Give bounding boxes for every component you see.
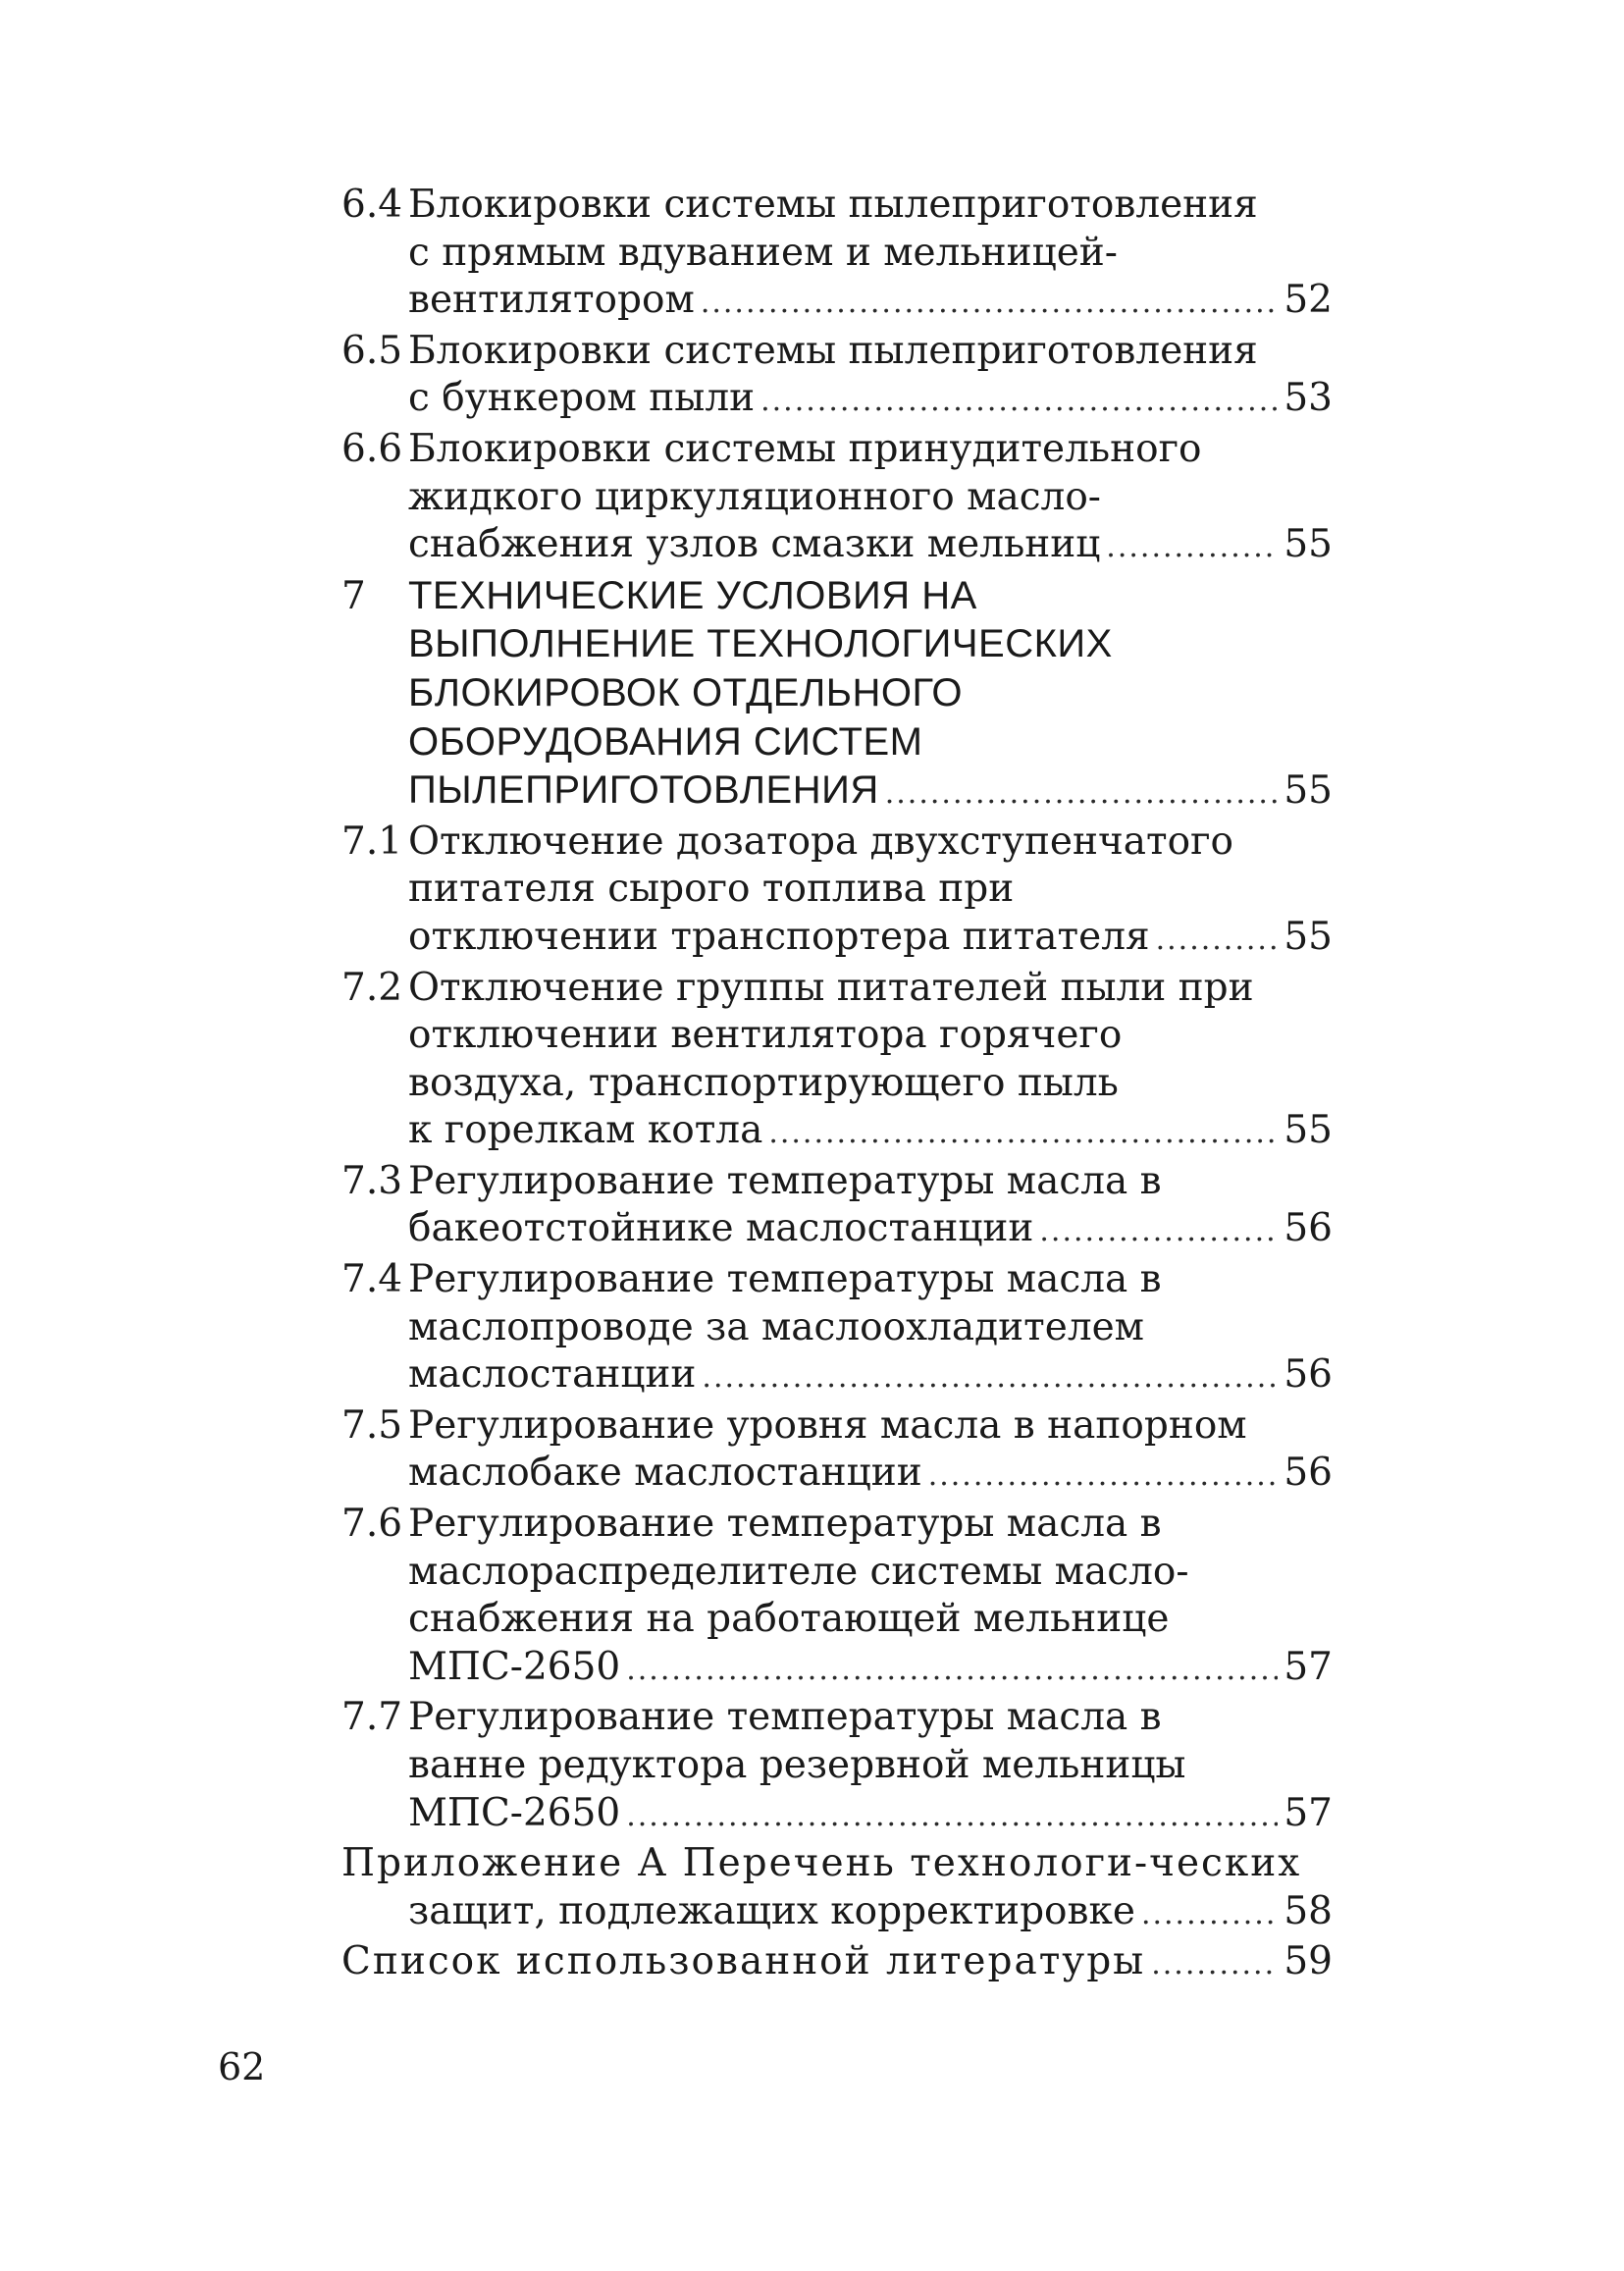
toc-entry-title-line: Блокировки системы пылеприготовления bbox=[408, 328, 1258, 373]
toc-entry-title-line: Блокировки системы пылеприготовления bbox=[408, 183, 1258, 227]
dot-leader bbox=[1156, 917, 1279, 965]
toc-entry-number: 7.2 bbox=[341, 965, 403, 1010]
toc-entry-7-1[interactable] bbox=[341, 819, 1333, 965]
toc-entry-title-line: к горелкам котла bbox=[408, 1108, 763, 1153]
toc-entry-title-line: снабжения узлов смазки мельниц bbox=[408, 522, 1101, 567]
toc-entry-title-line: Регулирование температуры масла в bbox=[408, 1502, 1162, 1547]
dot-leader bbox=[1141, 1891, 1278, 1939]
toc-entry-title-line: ВЫПОЛНЕНИЕ ТЕХНОЛОГИЧЕСКИХ bbox=[408, 622, 1113, 666]
toc-page-number: 52 bbox=[1283, 278, 1333, 323]
toc-entry-number: 7.4 bbox=[341, 1257, 403, 1302]
toc-entry-title-line: ПЫЛЕПРИГОТОВЛЕНИЯ bbox=[408, 768, 879, 813]
toc-entry-title-line: защит, подлежащих корректировке bbox=[408, 1888, 1135, 1933]
toc-entry-number: 7 bbox=[341, 573, 366, 618]
dot-leader bbox=[702, 1354, 1278, 1402]
toc-page-number: 57 bbox=[1283, 1644, 1333, 1689]
toc-entry-title-line: отключении транспортера питателя bbox=[408, 914, 1150, 959]
toc-entry-references[interactable] bbox=[341, 1938, 1333, 1989]
toc-entry-7-3[interactable] bbox=[341, 1158, 1333, 1256]
dot-leader bbox=[885, 770, 1279, 819]
toc-page-number: 55 bbox=[1283, 768, 1333, 814]
toc-entry-title-line: Приложение А Перечень технологи-ческих bbox=[341, 1841, 1302, 1886]
dot-leader bbox=[768, 1110, 1278, 1158]
toc-entry-7-4[interactable] bbox=[341, 1256, 1333, 1402]
toc-entry-title-line: питателя сырого топлива при bbox=[408, 867, 1015, 912]
dot-leader bbox=[701, 280, 1279, 328]
toc-entry-title-line: Регулирование температуры масла в bbox=[408, 1695, 1162, 1740]
toc-entry-title-line: с прямым вдуванием и мельницей- bbox=[408, 230, 1118, 275]
toc-entry-title-line: Регулирование температуры масла в bbox=[408, 1158, 1162, 1203]
dot-leader bbox=[928, 1452, 1279, 1501]
toc-entry-number: 6.4 bbox=[341, 183, 403, 227]
toc-entry-7-6[interactable] bbox=[341, 1501, 1333, 1694]
toc-entry-title-line: маслобаке маслостанции bbox=[408, 1451, 922, 1496]
toc-entry-title-line: с бункером пыли bbox=[408, 376, 756, 421]
page-number: 62 bbox=[218, 2045, 266, 2088]
toc-entry-appendix-a[interactable] bbox=[341, 1840, 1333, 1938]
toc-entry-title-line: маслораспределителе системы масло- bbox=[408, 1549, 1189, 1594]
dot-leader bbox=[1106, 524, 1278, 572]
toc-entry-title-line: воздуха, транспортирующего пыль bbox=[408, 1060, 1119, 1105]
toc-page-number: 56 bbox=[1283, 1206, 1333, 1251]
toc-entry-title-line: БЛОКИРОВОК ОТДЕЛЬНОГО bbox=[408, 670, 963, 714]
toc-page-number: 56 bbox=[1283, 1451, 1333, 1496]
dot-leader bbox=[1039, 1208, 1278, 1256]
toc-entry-title-line: Регулирование температуры масла в bbox=[408, 1257, 1162, 1302]
toc-page-number: 59 bbox=[1283, 1939, 1333, 1984]
toc-entry-title-line: маслопроводе за маслоохладителем bbox=[408, 1304, 1145, 1349]
toc-entry-title-line: ОБОРУДОВАНИЯ СИСТЕМ bbox=[408, 719, 923, 764]
toc-entry-7-7[interactable] bbox=[341, 1694, 1333, 1840]
toc-page-number: 58 bbox=[1283, 1888, 1333, 1933]
toc-entry-number: 6.5 bbox=[341, 328, 403, 373]
toc-entry-title-line: Список использованной литературы bbox=[341, 1939, 1146, 1984]
toc-entry-title-line: Блокировки системы принудительного bbox=[408, 426, 1202, 471]
toc-entry-title-line: бакеотстойнике маслостанции bbox=[408, 1206, 1034, 1251]
toc-entry-6-4[interactable] bbox=[341, 182, 1333, 328]
toc-page-number: 55 bbox=[1283, 914, 1333, 959]
toc-entry-title-line: МПС-2650 bbox=[408, 1790, 621, 1835]
toc-entry-title-line: ТЕХНИЧЕСКИЕ УСЛОВИЯ НА bbox=[408, 573, 977, 617]
dot-leader bbox=[1151, 1941, 1278, 1989]
toc-page-number: 57 bbox=[1283, 1790, 1333, 1835]
toc-entry-number: 7.3 bbox=[341, 1158, 403, 1203]
toc-entry-title-line: Отключение группы питателей пыли при bbox=[408, 965, 1254, 1010]
toc-entry-title-line: маслостанции bbox=[408, 1352, 697, 1398]
toc-page-number: 55 bbox=[1283, 1108, 1333, 1153]
dot-leader bbox=[760, 378, 1278, 426]
toc-entry-title-line: жидкого циркуляционного масло- bbox=[408, 474, 1101, 519]
dot-leader bbox=[626, 1793, 1278, 1841]
toc-entry-title-line: Регулирование уровня масла в напорном bbox=[408, 1402, 1247, 1448]
toc-entry-7[interactable] bbox=[341, 572, 1333, 819]
toc-entry-number: 7.5 bbox=[341, 1402, 403, 1448]
toc-entry-title-line: вентилятором bbox=[408, 278, 695, 323]
toc-entry-7-5[interactable] bbox=[341, 1402, 1333, 1501]
toc-entry-number: 6.6 bbox=[341, 426, 403, 471]
table-of-contents bbox=[341, 182, 1333, 1989]
toc-entry-6-5[interactable] bbox=[341, 328, 1333, 426]
toc-page-number: 56 bbox=[1283, 1352, 1333, 1398]
toc-entry-number: 7.7 bbox=[341, 1695, 403, 1740]
toc-entry-title-line: отключении вентилятора горячего bbox=[408, 1013, 1123, 1058]
toc-page-number: 53 bbox=[1283, 376, 1333, 421]
toc-entry-title-line: ванне редуктора резервной мельницы bbox=[408, 1743, 1186, 1787]
toc-entry-6-6[interactable] bbox=[341, 426, 1333, 572]
toc-entry-title-line: Отключение дозатора двухступенчатого bbox=[408, 819, 1234, 864]
toc-page-number: 55 bbox=[1283, 522, 1333, 567]
toc-entry-number: 7.6 bbox=[341, 1502, 403, 1547]
toc-entry-7-2[interactable] bbox=[341, 965, 1333, 1158]
toc-entry-title-line: снабжения на работающей мельнице bbox=[408, 1597, 1170, 1642]
dot-leader bbox=[626, 1647, 1278, 1695]
toc-entry-number: 7.1 bbox=[341, 819, 403, 864]
toc-entry-title-line: МПС-2650 bbox=[408, 1644, 621, 1689]
